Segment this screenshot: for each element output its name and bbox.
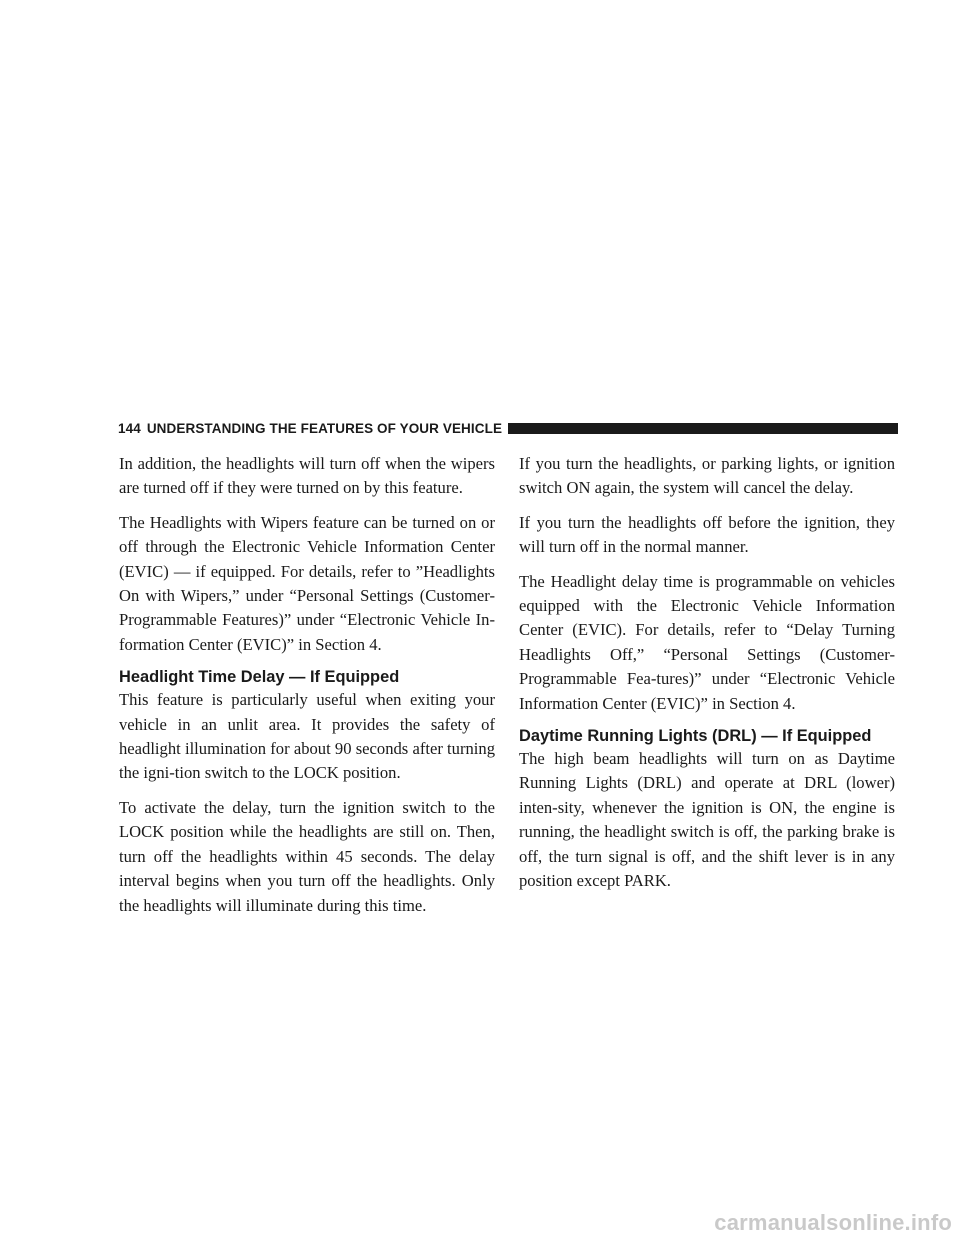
watermark: carmanualsonline.info — [714, 1210, 952, 1235]
paragraph: The Headlight delay time is programmable on vehicles equipped with the Electronic Vehicle Information Center (EVIC). For details, refer to “Delay Turning Headlights Off,” “Personal Settings (Customer-Programmable Fea-tures)” under “Electronic Vehicle Information Center (EVIC)” in Section 4. — [519, 571, 895, 713]
left-column — [119, 452, 495, 928]
paragraph: If you turn the headlights, or parking lights, or ignition switch ON again, the system will cancel the delay. — [519, 454, 895, 498]
section-heading: Headlight Time Delay — If Equipped — [119, 668, 400, 687]
page-header — [118, 418, 898, 438]
section-heading: Daytime Running Lights (DRL) — If Equipped — [519, 727, 872, 746]
paragraph: If you turn the headlights off before the ignition, they will turn off in the normal manner. — [519, 512, 895, 557]
header-rule-bar — [508, 423, 898, 434]
page-number: 144 — [118, 420, 141, 436]
paragraph: To activate the delay, turn the ignition switch to the LOCK position while the headlights are still on. Then, turn off the headlights within 45 seconds. The delay interval begins when you turn off the headlights. Only the headlights will illuminate during this time. — [119, 797, 495, 915]
paragraph: This feature is particularly useful when exiting your vehicle in an unlit area. It provides the safety of headlight illumination for about 90 seconds after turning the igni-tion switch to the LOCK position. — [119, 690, 495, 783]
running-header — [118, 421, 502, 436]
section-title: UNDERSTANDING THE FEATURES OF YOUR VEHICLE — [146, 420, 503, 436]
paragraph: The high beam headlights will turn on as Daytime Running Lights (DRL) and operate at DRL (lower) inten-sity, whenever the ignition is ON, the engine is running, the headlight switch is off, the parking brake is off, the turn signal is off, and the shift lever is in any position except PARK. — [519, 749, 895, 891]
paragraph: The Headlights with Wipers feature can be turned on or off through the Electronic Vehicle Information Center (EVIC) — if equipped. For details, refer to ”Headlights On with Wipers,” under “Personal Settings (Customer-Programmable Features)” under “Electronic Vehicle In-formation Center (EVIC)” in Section 4. — [119, 512, 495, 654]
paragraph: In addition, the headlights will turn off when the wipers are turned off if they were turned on by this feature. — [119, 454, 495, 498]
right-column — [519, 452, 895, 904]
